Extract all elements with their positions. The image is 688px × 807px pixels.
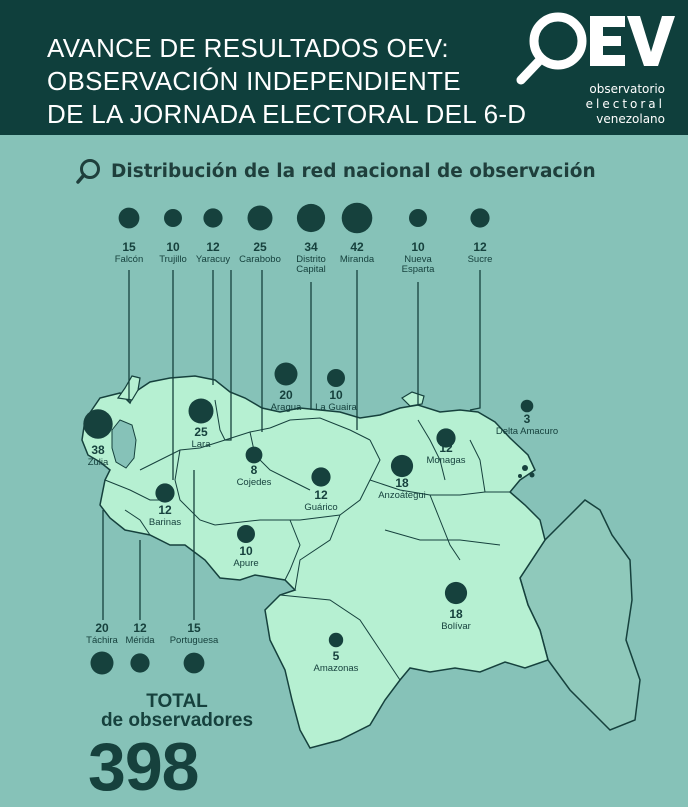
title-line-2: OBSERVACIÓN INDEPENDIENTE	[47, 66, 461, 96]
value-barinas: 12	[158, 503, 172, 517]
name-carabobo: Carabobo	[239, 254, 281, 265]
name-zulia: Zulia	[87, 457, 109, 468]
marker-falcon	[119, 208, 140, 229]
total-value: 398	[88, 729, 199, 805]
value-cojedes: 8	[250, 463, 258, 477]
marker-lara	[189, 399, 214, 424]
value-la-guaira: 10	[329, 388, 343, 402]
name-sucre: Sucre	[467, 254, 493, 265]
name-miranda: Miranda	[339, 254, 375, 265]
value-miranda: 42	[350, 240, 364, 254]
name-apure: Apure	[233, 558, 259, 569]
value-merida: 12	[133, 621, 147, 635]
marker-cojedes	[246, 447, 263, 464]
marker-la-guaira	[327, 369, 345, 387]
name-nueva-esparta: Nueva Esparta	[401, 254, 435, 275]
section-title-text: Distribución de la red nacional de observación	[111, 160, 596, 182]
logo-line-2: electoral	[585, 97, 665, 111]
title-line-3: DE LA JORNADA ELECTORAL DEL 6-D	[47, 99, 527, 129]
value-apure: 10	[239, 544, 253, 558]
value-zulia: 38	[91, 443, 105, 457]
value-guarico: 12	[314, 488, 328, 502]
name-delta-amacuro: Delta Amacuro	[495, 426, 559, 437]
name-lara: Lara	[191, 439, 211, 450]
name-guarico: Guárico	[304, 502, 338, 513]
marker-tachira	[91, 652, 114, 675]
marker-anzoategui	[391, 455, 413, 477]
name-falcon: Falcón	[114, 254, 144, 265]
name-bolivar: Bolívar	[441, 621, 471, 632]
value-tachira: 20	[95, 621, 109, 635]
name-cojedes: Cojedes	[236, 477, 272, 488]
marker-distrito-capital	[297, 204, 325, 232]
name-tachira: Táchira	[86, 635, 118, 646]
value-anzoategui: 18	[395, 476, 409, 490]
value-aragua: 20	[279, 388, 293, 402]
name-aragua: Aragua	[270, 402, 302, 413]
title-line-1: AVANCE DE RESULTADOS OEV:	[47, 33, 449, 63]
marker-amazonas	[329, 633, 343, 647]
name-trujillo: Trujillo	[159, 254, 187, 265]
marker-miranda	[342, 203, 373, 234]
margarita-island	[402, 392, 424, 406]
value-trujillo: 10	[166, 240, 180, 254]
total-label	[92, 692, 262, 730]
name-merida: Mérida	[125, 635, 155, 646]
marker-nueva-esparta	[409, 209, 427, 227]
value-portuguesa: 15	[187, 621, 201, 635]
marker-apure	[237, 525, 255, 543]
name-anzoategui: Anzoátegui	[378, 490, 426, 501]
value-bolivar: 18	[449, 607, 463, 621]
value-amazonas: 5	[332, 649, 340, 663]
name-monagas: Monagas	[426, 455, 466, 466]
marker-zulia	[83, 409, 112, 438]
marker-aragua	[275, 363, 298, 386]
value-falcon: 15	[122, 240, 136, 254]
marker-carabobo	[248, 206, 273, 231]
name-amazonas: Amazonas	[313, 663, 359, 674]
name-la-guaira: La Guaira	[315, 402, 357, 413]
name-barinas: Barinas	[148, 517, 182, 528]
marker-yaracuy	[203, 208, 222, 227]
value-monagas: 12	[439, 441, 453, 455]
logo-line-1: observatorio	[589, 82, 665, 96]
marker-sucre	[470, 208, 489, 227]
value-yaracuy: 12	[206, 240, 220, 254]
marker-merida	[130, 653, 149, 672]
value-sucre: 12	[473, 240, 487, 254]
lake-maracaibo	[112, 420, 136, 468]
marker-bolivar	[445, 582, 467, 604]
marker-guarico	[311, 467, 330, 486]
value-lara: 25	[194, 425, 208, 439]
name-portuguesa: Portuguesa	[169, 635, 219, 646]
name-distrito-capital: Distrito Capital	[296, 254, 326, 275]
value-carabobo: 25	[253, 240, 267, 254]
value-delta-amacuro: 3	[523, 412, 531, 426]
name-yaracuy: Yaracuy	[195, 254, 231, 265]
value-distrito-capital: 34	[304, 240, 318, 254]
marker-portuguesa	[184, 653, 205, 674]
marker-barinas	[155, 483, 174, 502]
total-label-line-2: de observadores	[100, 710, 254, 731]
value-nueva-esparta: 10	[411, 240, 425, 254]
logo-line-3: venezolano	[596, 112, 665, 126]
marker-delta-amacuro	[521, 400, 534, 413]
marker-trujillo	[164, 209, 182, 227]
total-label-line-1: TOTAL	[146, 691, 208, 712]
